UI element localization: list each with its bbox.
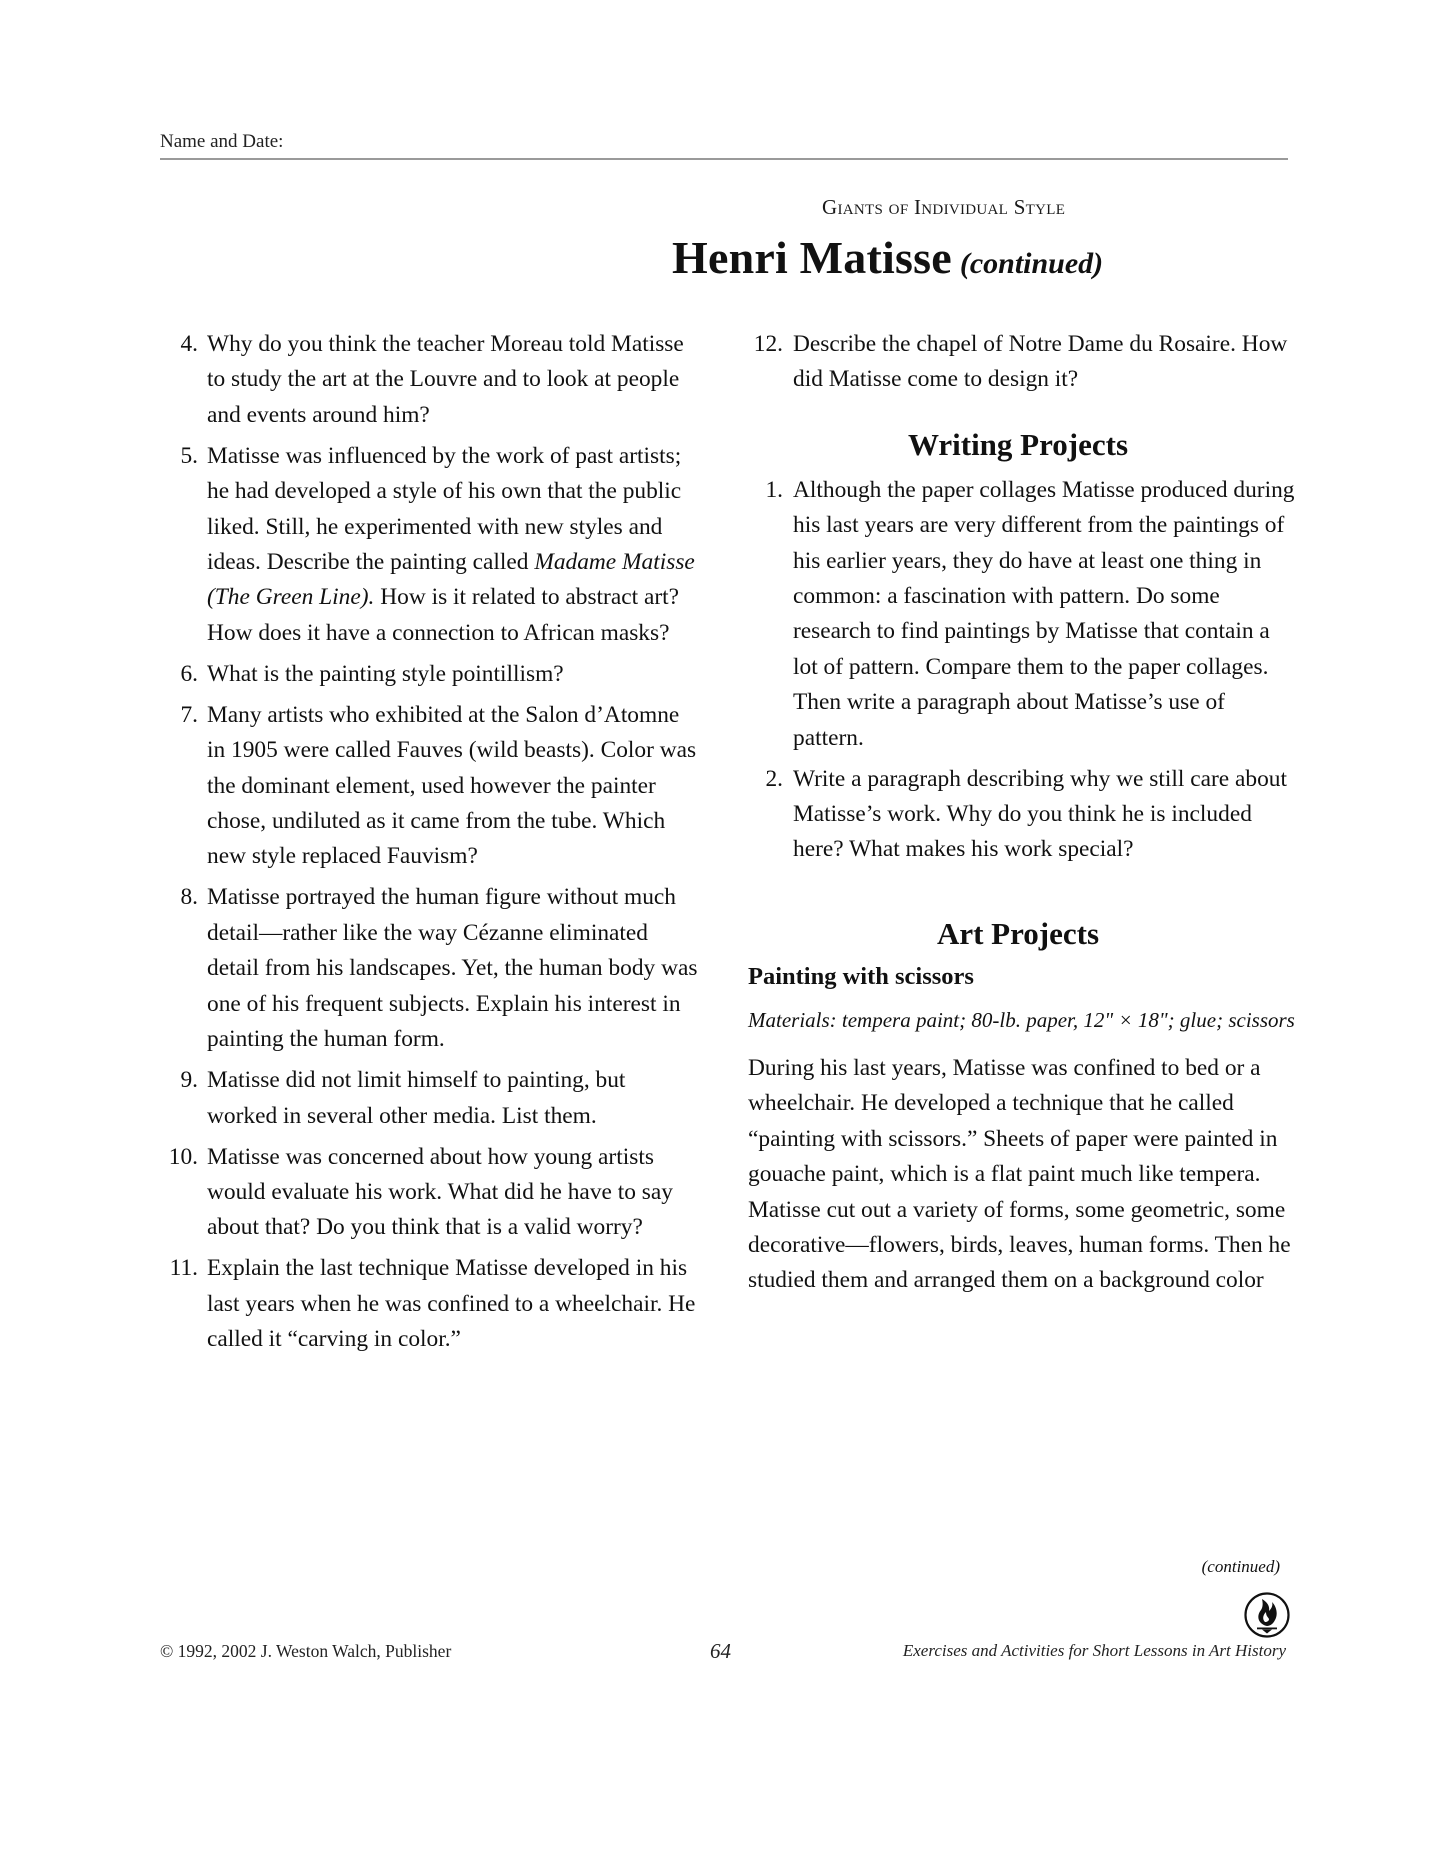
artwork-title: Madame Matisse (The Green Line). — [207, 549, 695, 611]
question-item-number: 11. — [169, 1255, 198, 1282]
question-item-number: 7. — [180, 701, 198, 728]
writing-projects-list — [736, 473, 1296, 868]
copyright-notice: © 1992, 2002 J. Weston Walch, Publisher — [160, 1641, 452, 1661]
question-list-right — [736, 327, 1296, 398]
writing-project-item-number: 2. — [765, 765, 783, 792]
page-number: 64 — [710, 1639, 731, 1663]
project-subheading: Painting with scissors — [748, 962, 974, 990]
flame-logo-icon — [1243, 1591, 1291, 1639]
question-item — [160, 698, 700, 875]
question-item — [160, 1251, 700, 1357]
question-list-left — [160, 327, 700, 1358]
question-item — [160, 1063, 700, 1134]
question-item-text: What is the painting style pointillism? — [207, 660, 564, 687]
page-title-main: Henri Matisse — [672, 232, 952, 283]
writing-project-item — [736, 762, 1296, 868]
question-item-text: Describe the chapel of Notre Dame du Rosaire. How did Matisse come to design it? — [793, 331, 1288, 393]
writing-project-item-text: Although the paper collages Matisse produced during his last years are very different from the paintings of his earlier years, they do have at least one thing in common: a fascination with pattern. Do some research to find paintings by Matisse that contain a lot of pattern. Compare them to the paper collages. Then write a paragraph about Matisse’s use of pattern. — [793, 476, 1295, 751]
writing-project-item — [736, 473, 1296, 756]
question-item-number: 12. — [753, 331, 783, 357]
question-item-text: Matisse portrayed the human figure without much detail—rather like the way Cézanne eliminated detail from his landscapes. Yet, the human body was one of his frequent subjects. Explain his interest in painting the human form. — [207, 884, 698, 1053]
book-title: Exercises and Activities for Short Lessons in Art History — [902, 1641, 1286, 1660]
left-column — [160, 327, 700, 1363]
question-item — [736, 327, 1296, 398]
question-item-text: Many artists who exhibited at the Salon d’Atomne in 1905 were called Fauves (wild beasts). Color was the dominant element, used however the painter chose, undiluted as it came from the tube. Which new style replaced Fauvism? — [207, 701, 697, 870]
question-item — [160, 880, 700, 1057]
question-item — [160, 327, 700, 433]
question-item-text: Explain the last technique Matisse developed in his last years when he was confined to a wheelchair. He called it “carving in color.” — [207, 1255, 696, 1353]
materials-list: Materials: tempera paint; 80-lb. paper, 12" × 18"; glue; scissors — [748, 1007, 1295, 1032]
series-title: Giants of Individual Style — [822, 195, 1066, 219]
question-item-number: 8. — [180, 884, 198, 911]
question-item-number: 6. — [180, 660, 198, 687]
right-column — [736, 327, 1296, 1299]
question-item-number: 9. — [180, 1067, 198, 1094]
art-projects-heading: Art Projects — [936, 915, 1100, 951]
page-title-suffix: (continued) — [959, 247, 1104, 280]
question-item-text: Matisse was concerned about how young artists would evaluate his work. What did he have to say about that? Do you think that is a valid worry? — [207, 1143, 673, 1241]
continued-note: (continued) — [1201, 1557, 1280, 1576]
writing-project-item-text: Write a paragraph describing why we still care about Matisse’s work. Why do you think he is included here? What makes his work special? — [793, 765, 1287, 863]
writing-projects-heading: Writing Projects — [907, 426, 1129, 462]
question-item-number: 10. — [168, 1143, 198, 1170]
name-date-label: Name and Date: — [160, 131, 284, 152]
name-date-rule — [160, 158, 1288, 160]
writing-project-item-number: 1. — [765, 476, 783, 503]
question-item-number: 4. — [180, 331, 198, 357]
project-description: During his last years, Matisse was confined to bed or a wheelchair. He developed a technique that he called “painting with scissors.” Sheets of paper were painted in gouache paint, which is a flat paint much like tempera. Matisse cut out a variety of forms, some geometric, some decorative—flowers, birds, leaves, human forms. Then he studied them and arranged them on a background color — [748, 1054, 1291, 1294]
question-item-text: Matisse did not limit himself to painting, but worked in several other media. List them. — [207, 1067, 626, 1129]
question-item-text: How is it related to abstract art? How does it have a connection to African masks? — [207, 584, 680, 646]
question-item-text: Why do you think the teacher Moreau told Matisse to study the art at the Louvre and to look at people and events around him? — [207, 331, 684, 428]
question-item-text: Matisse was influenced by the work of past artists; he had developed a style of his own that the public liked. Still, he experimented with new styles and ideas. Describe the painting called — [207, 442, 682, 576]
question-item — [160, 657, 700, 692]
question-item-number: 5. — [180, 442, 198, 469]
question-item — [160, 1140, 700, 1246]
page-title — [672, 232, 1103, 295]
question-item — [160, 439, 700, 651]
